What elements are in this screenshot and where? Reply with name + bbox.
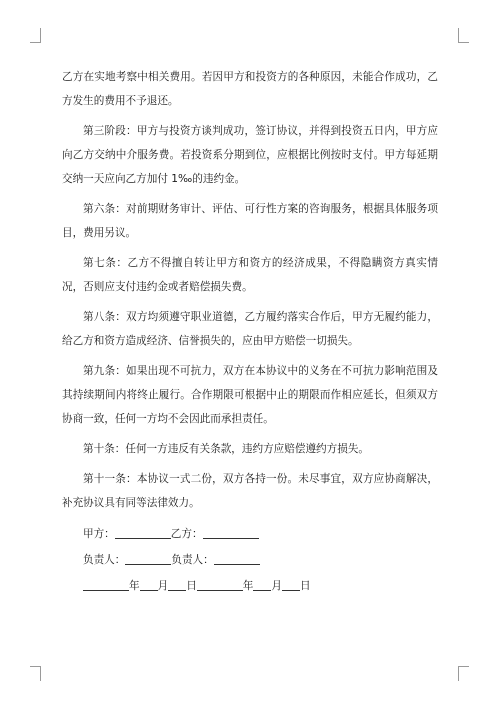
paragraph-article-nine: 第九条：如果出现不可抗力，双方在本协议中的义务在不可抗力影响范围及其持续期间内将终止履行。合作期限可根据中止的期限而作相应延长，但须双方协商一致，任何一方均不会因此而承担责任。: [62, 365, 438, 425]
paragraph-article-eleven: 第十一条：本协议一式二份，双方各持一份。未尽事宜，双方应协商解决，补充协议具有同等法律效力。: [62, 473, 438, 509]
person-a-label: 负责人：: [83, 554, 126, 566]
year-b-label: 年: [242, 580, 254, 592]
crop-mark-top-left: [30, 28, 41, 43]
month-a-blank: [140, 576, 158, 591]
paragraph-article-ten: 第十条：任何一方违反有关条款，违约方应赔偿遵约方损失。: [83, 443, 370, 455]
year-a-blank: [83, 576, 129, 591]
paragraph-article-eight: 第八条：双方均须遵守职业道德，乙方履约落实合作后，甲方无履约能力，给乙方和资方造成经济、信誉损失的，应由甲方赔偿一切损失。: [62, 311, 438, 347]
paragraph-stage-three: 第三阶段：甲方与投资方谈判成功，签订协议，并得到投资五日内，甲方应向乙方交纳中介服务费。若投资系分期到位，应根据比例按时支付。甲方每延期交纳一天应向乙方加付 1‰的违约金。: [62, 125, 438, 185]
signature-person-line: [83, 547, 438, 573]
day-b-blank: [282, 576, 300, 591]
day-a-label: 日: [186, 580, 197, 592]
person-a-blank: [125, 550, 171, 565]
party-a-label: 甲方：: [83, 528, 115, 540]
year-a-label: 年: [129, 580, 140, 592]
month-a-label: 月: [157, 580, 169, 592]
year-b-blank: [197, 576, 243, 591]
party-b-blank: [203, 524, 259, 539]
crop-mark-top-right: [458, 28, 469, 43]
month-b-blank: [253, 576, 271, 591]
crop-mark-bottom-right: [458, 666, 469, 681]
crop-mark-bottom-left: [30, 666, 41, 681]
person-b-blank: [214, 550, 260, 565]
paragraph-continuation: 乙方在实地考察中相关费用。若因甲方和投资方的各种原因，未能合作成功，乙方发生的费用不予退还。: [62, 71, 438, 107]
signature-date-line: [83, 573, 438, 599]
day-a-blank: [168, 576, 186, 591]
paragraph-article-seven: 第七条：乙方不得擅自转让甲方和资方的经济成果，不得隐瞒资方真实情况，否则应支付违约金或者赔偿损失费。: [62, 257, 438, 293]
party-b-label: 乙方：: [170, 528, 203, 540]
day-b-label: 日: [299, 580, 311, 592]
document-body: [62, 65, 438, 599]
paragraph-article-six: 第六条：对前期财务审计、评估、可行性方案的咨询服务，根据具体服务项目，费用另议。: [62, 203, 438, 239]
party-a-blank: [115, 524, 171, 539]
person-b-label: 负责人：: [171, 554, 214, 566]
signature-party-line: [83, 521, 438, 547]
month-b-label: 月: [271, 580, 282, 592]
signature-block: [62, 521, 438, 599]
